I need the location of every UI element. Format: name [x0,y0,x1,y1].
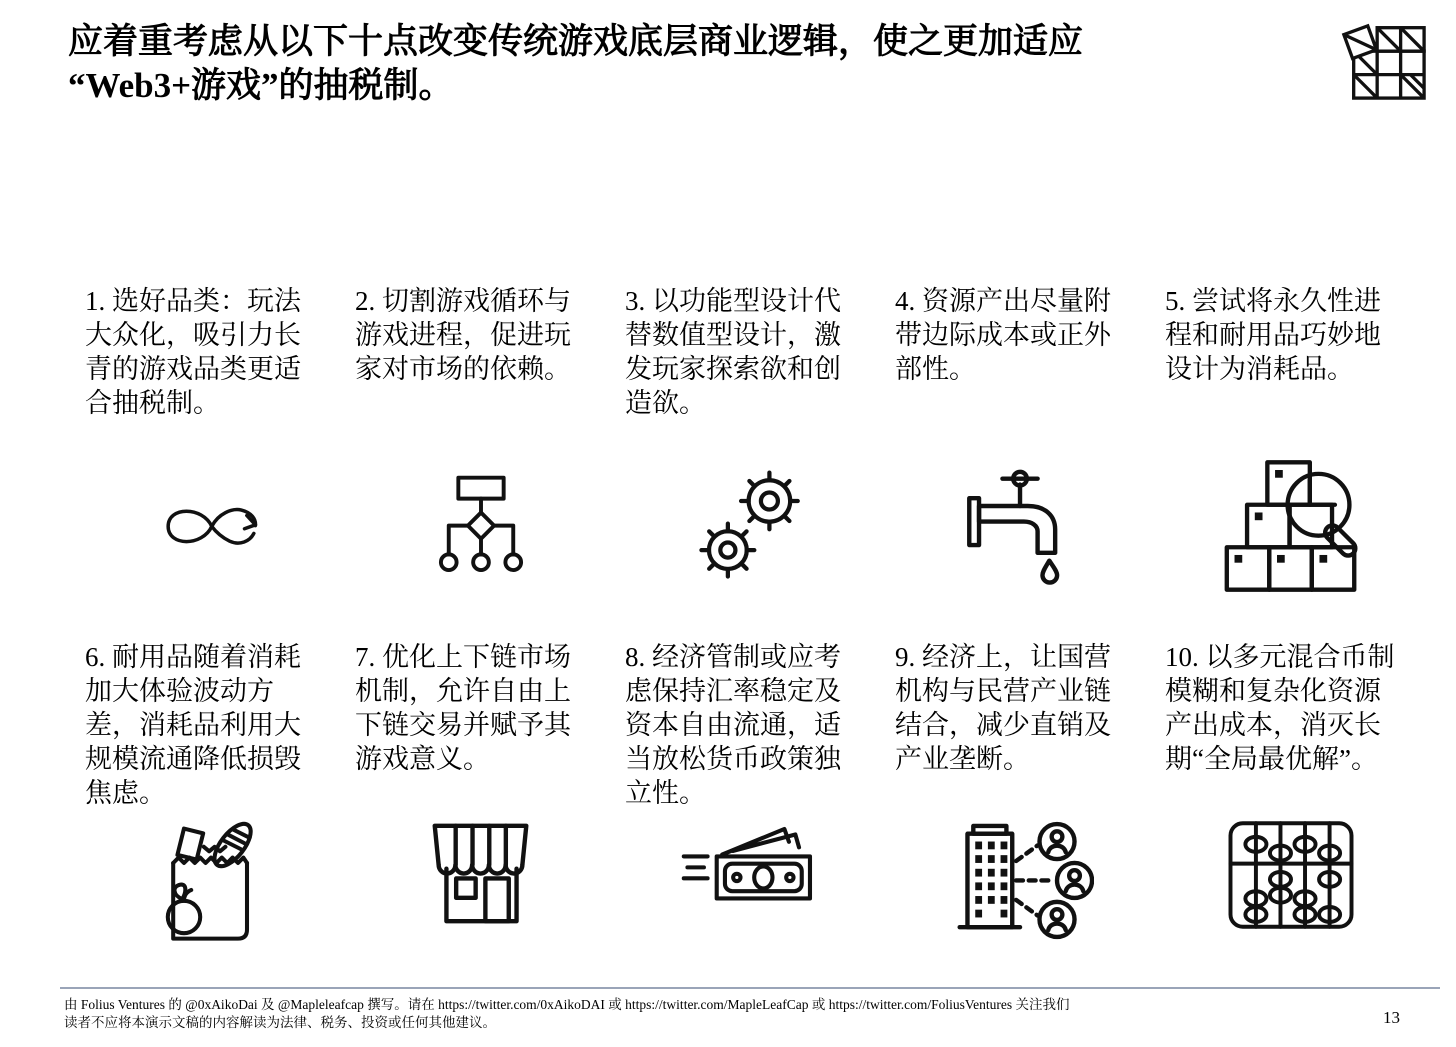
slide-title-line2: “Web3+游戏”的抽税制。 [68,66,454,105]
footer-disclaimer: 读者不应将本演示文稿的内容解读为法律、税务、投资或任何其他建议。 [64,1015,496,1030]
storefront-icon [425,818,537,930]
gears-icon [692,467,810,585]
point-2-text: 2. 切割游戏循环与游戏进程，促进玩家对市场的依赖。 [355,286,571,384]
point-6-text: 6. 耐用品随着消耗加大体验波动方差，消耗品利用大规模流通降低损毁焦虑。 [85,642,301,808]
point-10-icon-cell [1165,814,1417,966]
slide-title [68,20,1248,108]
point-10-text: 10. 以多元混合币制模糊和复杂化资源产出成本，消灭长期“全局最优解”。 [1165,642,1395,774]
flowchart-icon [420,474,542,579]
point-5-icon-cell [1165,454,1417,640]
point-7-text: 7. 优化上下链市场机制，允许自由上下链交易并赋予其游戏意义。 [355,642,571,774]
point-8-icon-cell [625,814,877,966]
infinity-loop-icon [152,489,270,563]
faucet-icon [965,465,1077,587]
point-8-text: 8. 经济管制或应考虑保持汇率稳定及资本自由流通，适当放松货币政策独立性。 [625,642,841,808]
point-5-text: 5. 尝试将永久性进程和耐用品巧妙地设计为消耗品。 [1165,286,1381,384]
banknotes-icon [680,818,822,914]
institution-network-icon [948,818,1094,940]
point-1-text: 1. 选好品类：玩法大众化，吸引力长青的游戏品类更适合抽税制。 [85,286,301,418]
footer [64,996,1324,1032]
abacus-icon [1225,818,1357,932]
points-grid [85,284,1435,966]
folius-ventures-logo-icon [1340,14,1428,102]
page-number: 13 [1383,1008,1400,1027]
point-3-text: 3. 以功能型设计代替数值型设计，激发玩家探索欲和创造欲。 [625,286,841,418]
inventory-search-icon [1221,458,1361,594]
point-9-icon-cell [895,814,1147,966]
point-4-text: 4. 资源产出尽量附带边际成本或正外部性。 [895,286,1111,384]
slide-title-line1: 应着重考虑从以下十点改变传统游戏底层商业逻辑，使之更加适应 [68,22,1084,61]
point-2-icon-cell [355,454,607,640]
footer-attribution: 由 Folius Ventures 的 @0xAikoDai 及 @Mapleleafcap 撰写。请在 https://twitter.com/0xAikoDAI 或 https://twitter.com/MapleLeafCap 或 https://twitter.com/FoliusVentures 关注我们 [64,997,1070,1012]
point-6-icon-cell [85,814,337,966]
point-7-icon-cell [355,814,607,966]
point-3-icon-cell [625,454,877,640]
footer-divider [60,987,1440,989]
point-9-text: 9. 经济上，让国营机构与民营产业链结合，减少直销及产业垄断。 [895,642,1111,774]
point-4-icon-cell [895,454,1147,640]
point-1-icon-cell [85,454,337,640]
grocery-bag-icon [157,818,265,944]
